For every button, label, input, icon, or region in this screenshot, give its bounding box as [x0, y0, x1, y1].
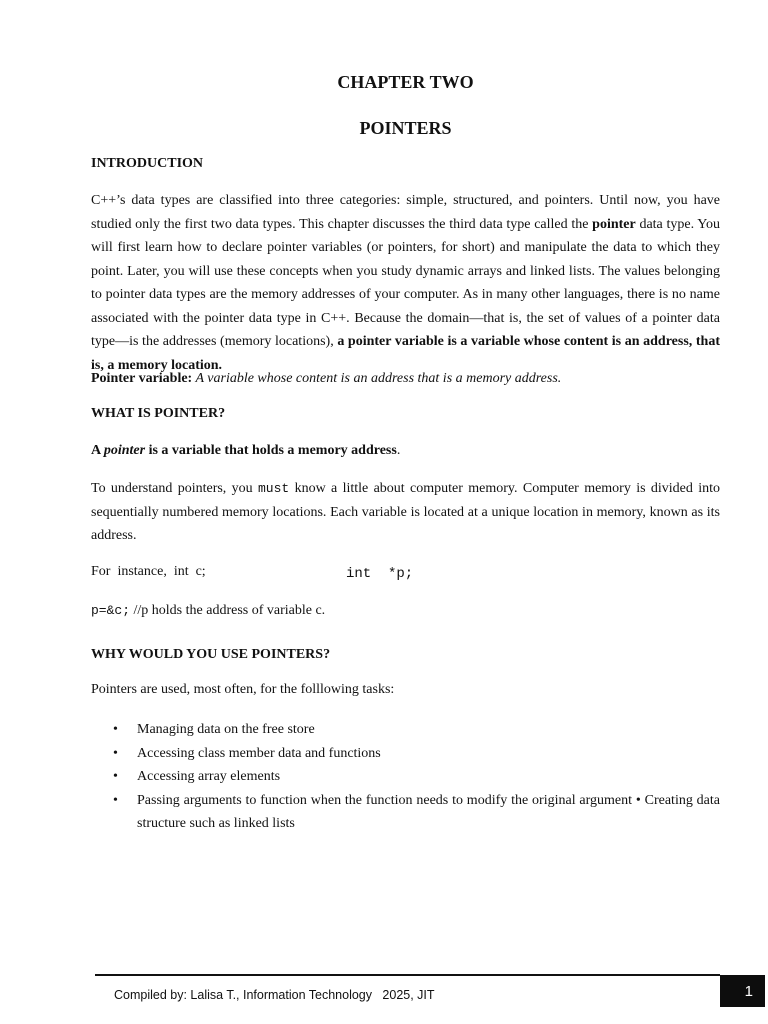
definition-text: A variable whose content is an address that is a memory address.: [192, 371, 562, 386]
understand-text-2: know a little about computer memory. Computer memory is divided into sequentially numbered memory locations. Each variable is located at a unique location in memory, known as its address.: [91, 481, 720, 543]
definition-label: Pointer variable:: [91, 371, 193, 386]
footer-divider: [95, 974, 720, 976]
footer-text: Compiled by: Lalisa T., Information Technology 2025, JIT: [114, 988, 435, 1002]
list-item: [91, 742, 720, 766]
sentence-pointer: pointer: [103, 443, 146, 458]
bullet-icon: •: [113, 769, 118, 784]
why-use-pointers-heading: WHY WOULD YOU USE POINTERS?: [91, 647, 331, 662]
intro-text-2: data type. You will first learn how to declare pointer variables (or pointers, for short) and manipulate the data to which they point. Later, you will use these concepts when you study dynamic arrays and linked lists. The values belonging to pointer data types are the memory addresses of your computer. As in many other languages, there is no name associated with the pointer data type in C++. Because the domain—that is, the set of values of a pointer data type—is the addresses (memory locations),: [91, 216, 720, 349]
intro-bold-conclusion: a pointer variable is a variable whose content is an address, that is, a memory location.: [91, 334, 720, 373]
list-item-text: Accessing array elements: [137, 769, 281, 784]
memory-paragraph: [91, 477, 720, 548]
understand-text-1: To understand pointers, you: [91, 481, 258, 496]
bullet-icon: •: [113, 722, 118, 737]
list-item-text: Managing data on the free store: [137, 722, 315, 737]
list-item-text: Accessing class member data and functions: [137, 745, 381, 761]
pointer-definition-sentence: [91, 439, 720, 463]
list-item: [91, 765, 720, 789]
example-line-2: [91, 603, 325, 619]
example-line-2-comment: //p holds the address of variable c.: [130, 603, 326, 618]
intro-text-1: C++’s data types are classified into three categories: simple, structured, and pointers. Until now, you have studied only the first two data types. This chapter discusses the third data type called the: [91, 193, 720, 232]
example-line-1-text: For instance, int c;: [91, 564, 206, 579]
chapter-title: CHAPTER TWO: [337, 72, 474, 92]
introduction-heading: INTRODUCTION: [91, 156, 204, 171]
intro-bold-pointer: pointer: [592, 216, 636, 232]
page-number: 1: [720, 975, 765, 1007]
list-item: [91, 718, 720, 742]
sentence-period: .: [396, 443, 401, 458]
introduction-paragraph: [91, 189, 720, 377]
pointer-variable-definition: [91, 367, 720, 391]
bullet-icon: •: [113, 745, 118, 761]
understand-must: must: [258, 481, 290, 496]
bullet-icon: •: [113, 792, 118, 808]
list-item: [91, 789, 720, 836]
chapter-subtitle: POINTERS: [359, 118, 452, 138]
why-use-intro: Pointers are used, most often, for the folllowing tasks:: [91, 682, 395, 697]
list-item-text: Passing arguments to function when the function needs to modify the original argument • Creating data structure such as linked lists: [137, 792, 720, 831]
example-line-2-code: p=&c;: [91, 603, 131, 618]
sentence-a: A: [91, 443, 104, 458]
what-is-pointer-heading: WHAT IS POINTER?: [91, 406, 226, 421]
uses-list: [91, 718, 720, 836]
example-line-1-code: int *p;: [346, 566, 414, 582]
sentence-rest: is a variable that holds a memory address: [145, 443, 397, 458]
